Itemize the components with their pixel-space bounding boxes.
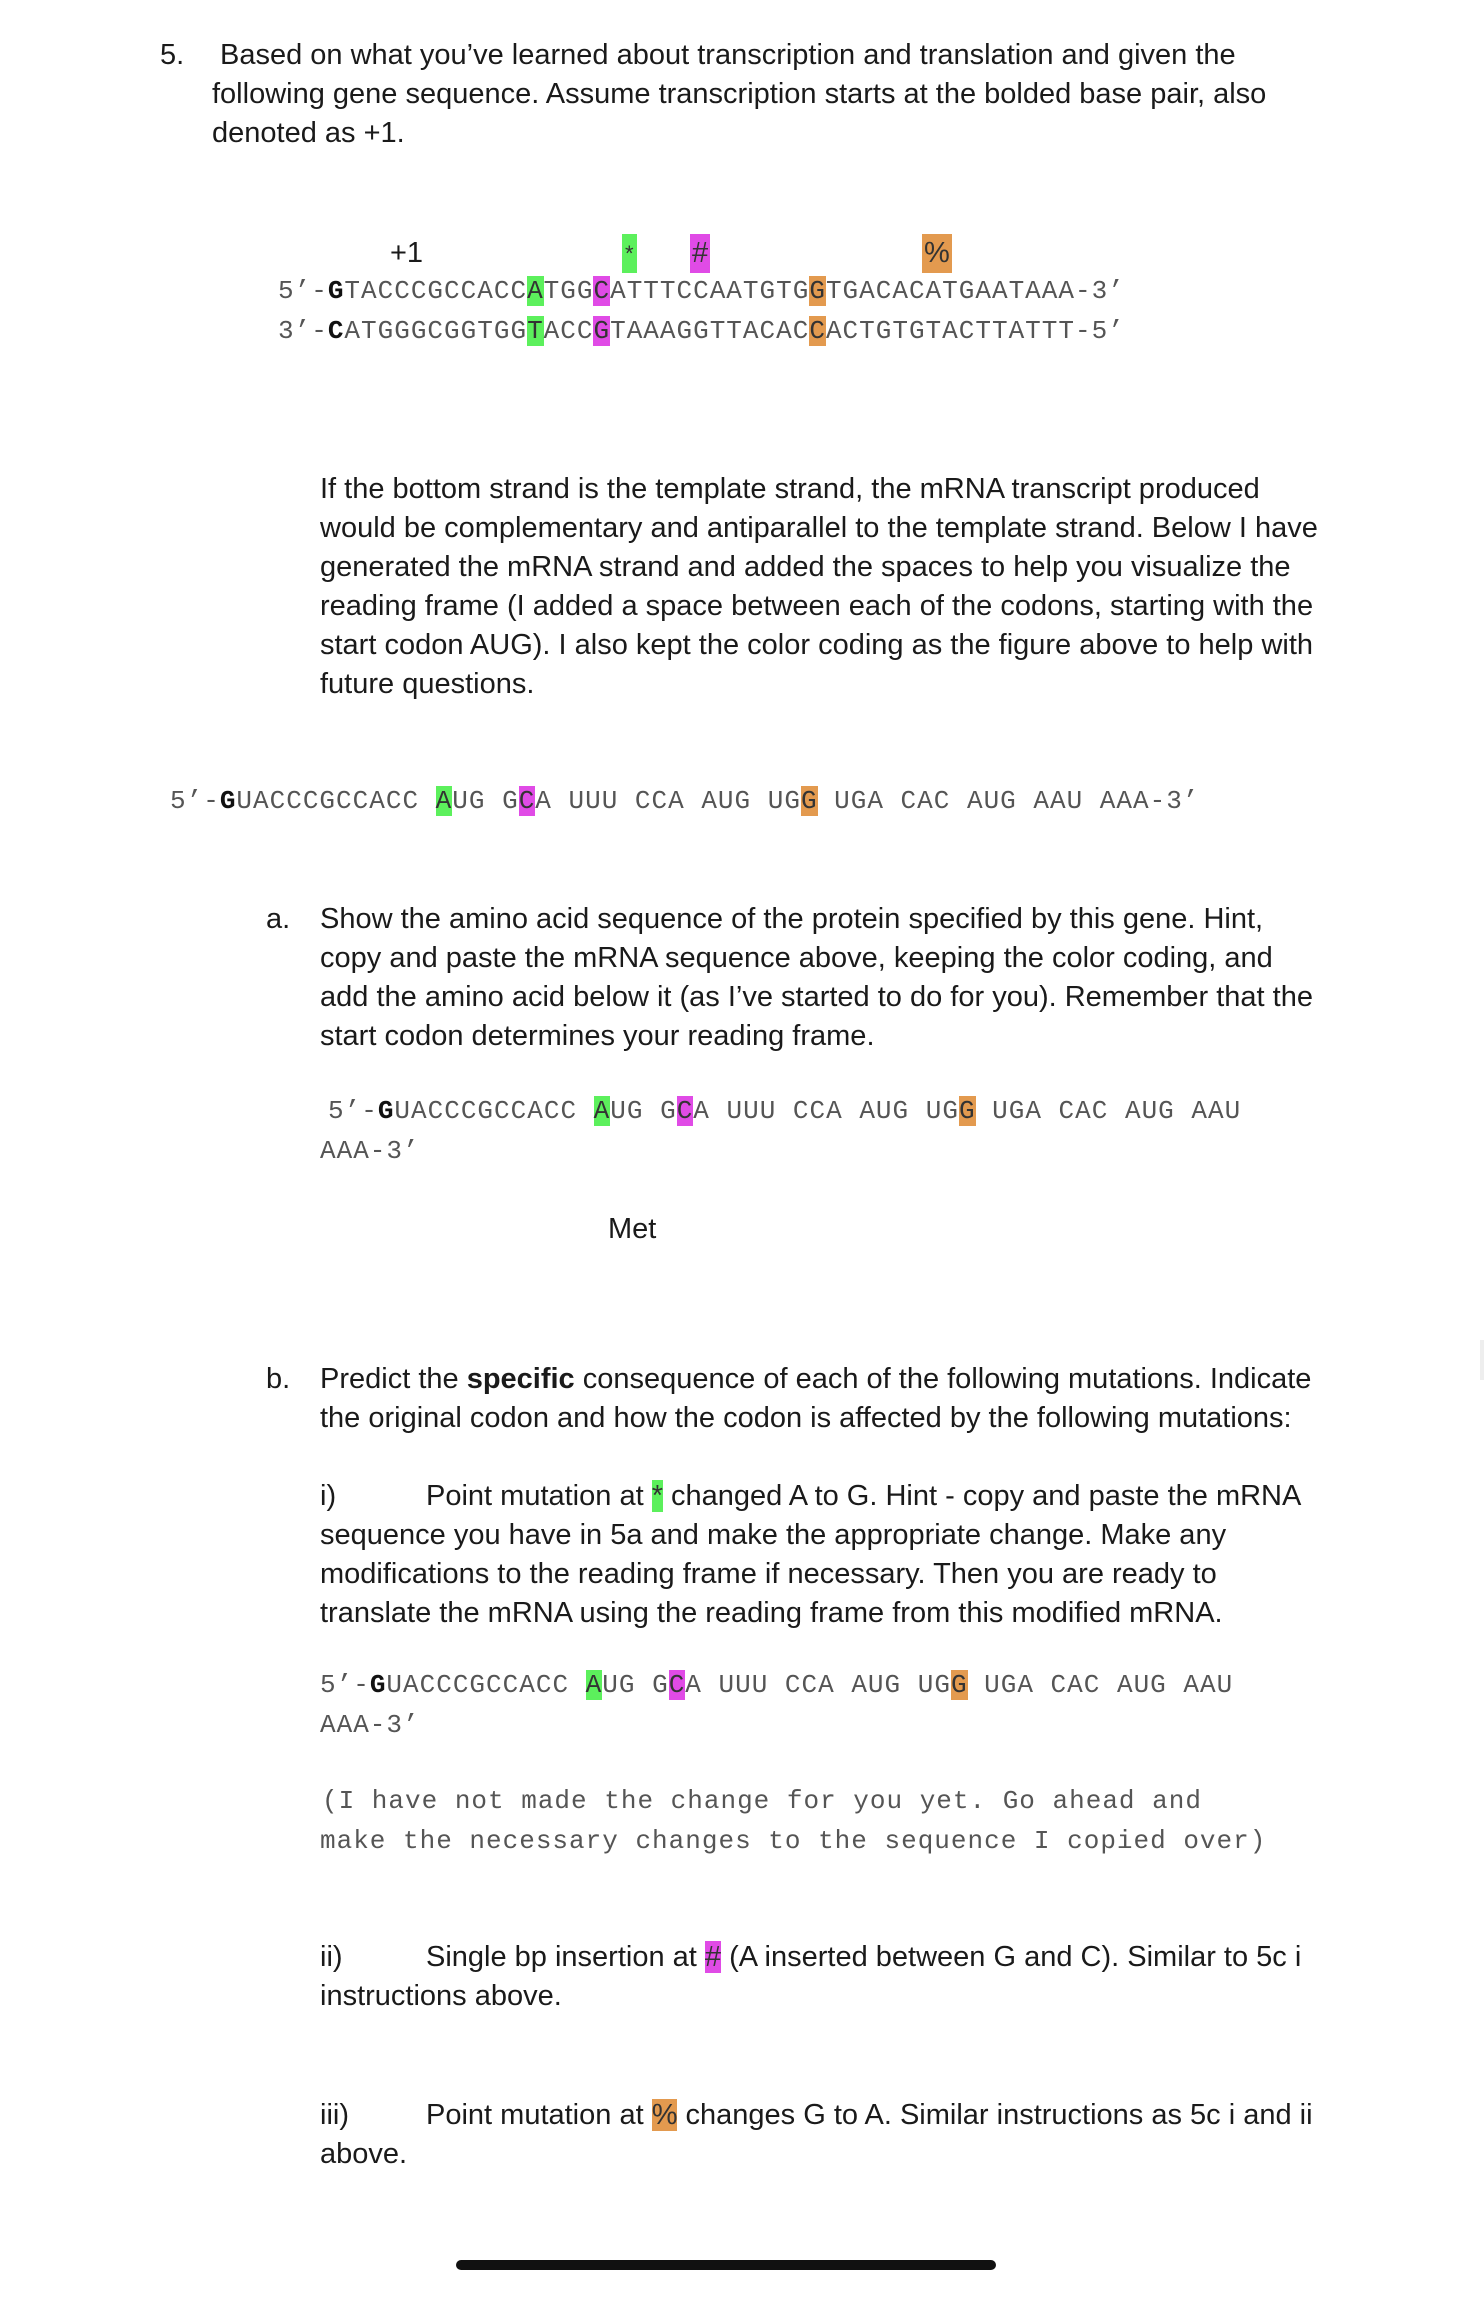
part-b-iii-line-2: above. <box>320 2138 408 2170</box>
top-strand: 5’-GTACCCGCCACCATGGCATTTCCAATGTGGTGACACATGAATAAA-3’ <box>278 276 1125 306</box>
percent-marker-inline: % <box>651 2099 678 2131</box>
part-b-i-sequence-line-2: AAA-3’ <box>320 1710 420 1740</box>
part-a-sequence: 5’-GUACCCGCCACC AUG GCA UUU CCA AUG UGG UGA CAC AUG AAU <box>328 1096 1242 1126</box>
star-marker: * <box>622 234 637 273</box>
explanation-line-5: start codon AUG). I also kept the color coding as the figure above to help with <box>320 629 1314 661</box>
part-b-ii-line-1: Single bp insertion at # (A inserted between G and C). Similar to 5c i <box>426 1941 1302 1973</box>
part-b-line-1: Predict the specific consequence of each of the following mutations. Indicate <box>320 1363 1312 1395</box>
part-b-ii-label: ii) <box>320 1941 343 1973</box>
explanation-line-6: future questions. <box>320 668 535 700</box>
part-b-iii-line-1: Point mutation at % changes G to A. Similar instructions as 5c i and ii <box>426 2099 1313 2131</box>
explanation-line-3: generated the mRNA strand and added the spaces to help you visualize the <box>320 551 1291 583</box>
question-line-3: denoted as +1. <box>212 117 405 149</box>
question-line-1: Based on what you’ve learned about transcription and translation and given the <box>220 39 1236 71</box>
explanation-line-4: reading frame (I added a space between each of the codons, starting with the <box>320 590 1314 622</box>
part-b-i-line-4: translate the mRNA using the reading frame from this modified mRNA. <box>320 1597 1223 1629</box>
part-b-i-line-1: Point mutation at * changed A to G. Hint - copy and paste the mRNA <box>426 1480 1302 1512</box>
part-b-i-line-3: modifications to the reading frame if necessary. Then you are ready to <box>320 1558 1217 1590</box>
question-line-2: following gene sequence. Assume transcription starts at the bolded base pair, also <box>212 78 1267 110</box>
plus-one-label: +1 <box>390 237 424 269</box>
part-b-i-note-line-1: (I have not made the change for you yet. Go ahead and <box>322 1786 1202 1816</box>
part-b-ii-line-2: instructions above. <box>320 1980 562 2012</box>
part-b-i-sequence: 5’-GUACCCGCCACC AUG GCA UUU CCA AUG UGG UGA CAC AUG AAU <box>320 1670 1234 1700</box>
hash-marker: # <box>690 234 710 273</box>
bottom-strand: 3’-CATGGGCGGTGGTACCGTAAAGGTTACACCACTGTGTACTTATTT-5’ <box>278 316 1125 346</box>
home-indicator-bar[interactable] <box>456 2260 996 2270</box>
part-a-line-1: Show the amino acid sequence of the protein specified by this gene. Hint, <box>320 903 1264 935</box>
part-b-i-label: i) <box>320 1480 337 1512</box>
part-a-line-3: add the amino acid below it (as I’ve started to do for you). Remember that the <box>320 981 1313 1013</box>
part-b-label: b. <box>266 1363 291 1395</box>
part-a-sequence-line-2: AAA-3’ <box>320 1136 420 1166</box>
explanation-line-2: would be complementary and antiparallel to the template strand. Below I have <box>320 512 1318 544</box>
part-b-line-2: the original codon and how the codon is affected by the following mutations: <box>320 1402 1292 1434</box>
part-b-i-line-2: sequence you have in 5a and make the appropriate change. Make any <box>320 1519 1227 1551</box>
part-a-line-2: copy and paste the mRNA sequence above, keeping the color coding, and <box>320 942 1273 974</box>
explanation-line-1: If the bottom strand is the template strand, the mRNA transcript produced <box>320 473 1260 505</box>
scroll-edge <box>1480 1340 1484 1380</box>
percent-marker: % <box>922 234 952 273</box>
part-a-label: a. <box>266 903 291 935</box>
part-b-iii-label: iii) <box>320 2099 349 2131</box>
amino-acid-met: Met <box>608 1213 657 1245</box>
part-a-line-4: start codon determines your reading frame. <box>320 1020 875 1052</box>
part-b-i-note-line-2: make the necessary changes to the sequence I copied over) <box>320 1826 1267 1856</box>
hash-marker-inline: # <box>704 1941 722 1973</box>
question-number: 5. <box>160 39 185 71</box>
mrna-main-sequence: 5’-GUACCCGCCACC AUG GCA UUU CCA AUG UGG UGA CAC AUG AAU AAA-3’ <box>170 786 1200 816</box>
star-marker-inline: * <box>651 1480 663 1512</box>
